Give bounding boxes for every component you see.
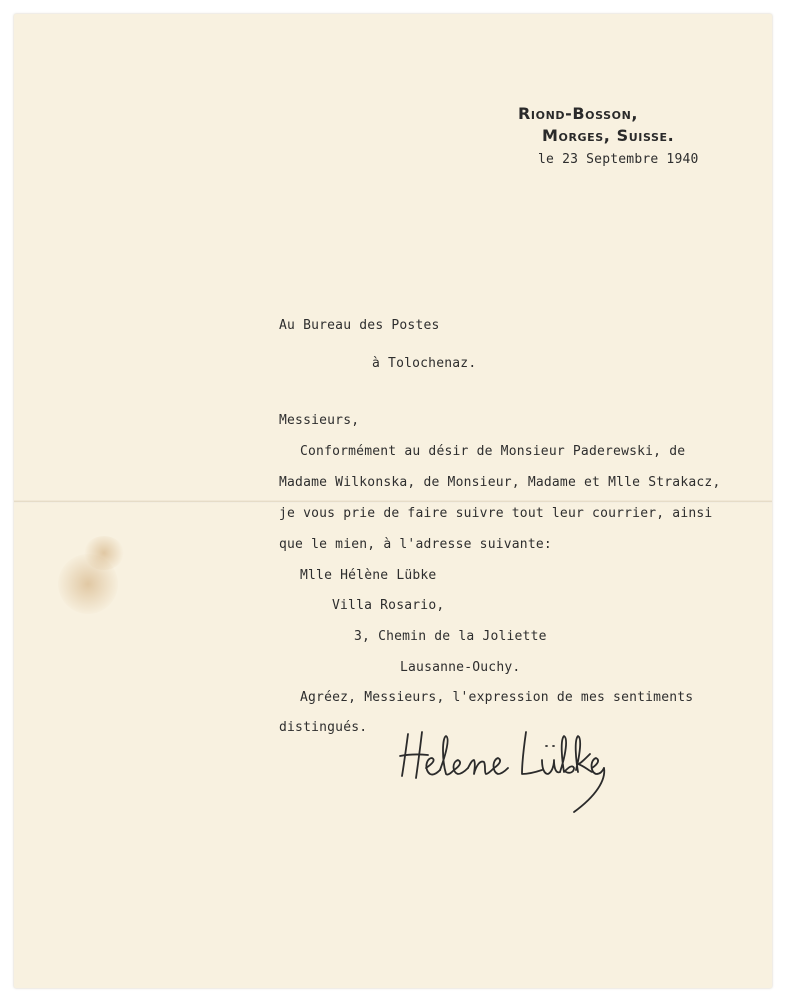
body-line-4: que le mien, à l'adresse suivante: <box>279 537 552 552</box>
body-line-3: je vous prie de faire suivre tout leur courrier, ainsi <box>279 506 713 521</box>
paper-fold <box>14 500 772 503</box>
address-line-1: Mlle Hélène Lübke <box>300 568 437 583</box>
letterhead-line-1: Riond-Bosson, <box>518 104 639 123</box>
address-line-3: 3, Chemin de la Joliette <box>354 629 547 644</box>
closing-line-2: distingués. <box>279 720 368 735</box>
recipient-line-2: à Tolochenaz. <box>372 356 477 371</box>
body-line-1: Conformément au désir de Monsieur Paderewski, de <box>300 444 686 459</box>
body-line-2: Madame Wilkonska, de Monsieur, Madame et Mlle Strakacz, <box>279 475 721 490</box>
letter-date: le 23 Septembre 1940 <box>538 152 699 167</box>
closing-line-1: Agréez, Messieurs, l'expression de mes sentiments <box>300 690 694 705</box>
recipient-line-1: Au Bureau des Postes <box>279 318 440 333</box>
paper-stain <box>84 536 124 570</box>
salutation: Messieurs, <box>279 413 360 428</box>
letterhead-line-2: Morges, Suisse. <box>542 126 675 145</box>
address-line-2: Villa Rosario, <box>332 598 445 613</box>
address-line-4: Lausanne-Ouchy. <box>400 660 521 675</box>
handwritten-signature-icon <box>396 724 616 824</box>
